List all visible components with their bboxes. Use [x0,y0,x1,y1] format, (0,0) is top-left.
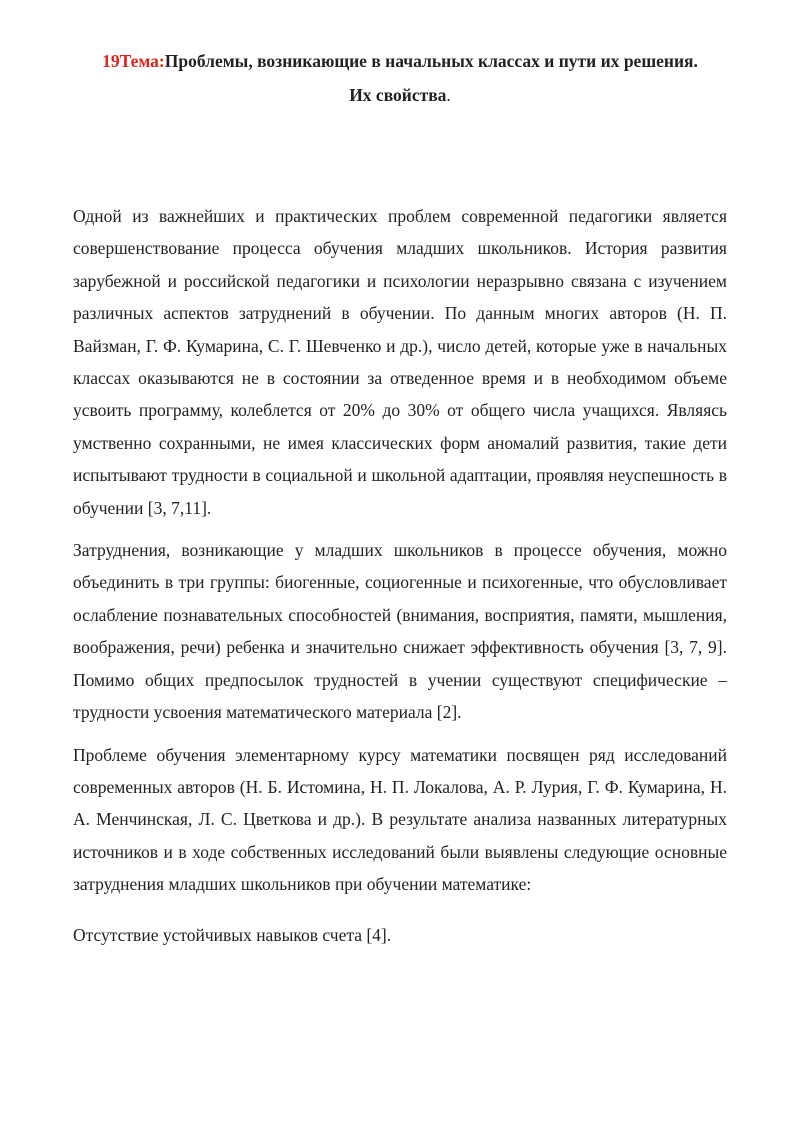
paragraph-intro: Одной из важнейших и практических проблем современной педагогики является совершенствование процесса обучения младших школьников. История развития зарубежной и российской педагогики и психологии неразрывно связана с изучением различных аспектов затруднений в обучении. По данным многих авторов (Н. П. Вайзман, Г. Ф. Кумарина, С. Г. Шевченко и др.), число детей, которые уже в начальных классах оказываются не в состоянии за отведенное время и в необходимом объеме усвоить программу, колеблется от 20% до 30% от общего числа учащихся. Являясь умственно сохранными, не имея классических форм аномалий развития, такие дети испытывают трудности в социальной и школьной адаптации, проявляя неуспешность в обучении [3, 7,11]. [73,206,727,518]
title-line-1: Проблемы, возникающие в начальных классах и пути их решения. [164,51,698,71]
topic-label: 19Тема: [102,51,165,71]
document-body [73,200,727,951]
title-dot: . [446,85,451,105]
page-title [73,44,727,112]
title-line-2: Их свойства [349,85,447,105]
paragraph-difficulties: Затруднения, возникающие у младших школьников в процессе обучения, можно объединить в три группы: биогенные, социогенные и психогенные, что обусловливает ослабление познавательных способностей (внимания, восприятия, памяти, мышления, воображения, речи) ребенка и значительно снижает эффективность обучения [3, 7, 9]. Помимо общих предпосылок трудностей в учении существуют специфические – трудности усвоения математического материала [2]. [73,540,727,723]
paragraph-math-research: Проблеме обучения элементарному курсу математики посвящен ряд исследований современных авторов (Н. Б. Истомина, Н. П. Локалова, А. Р. Лурия, Г. Ф. Кумарина, Н. А. Менчинская, Л. С. Цветкова и др.). В результате анализа названных литературных источников и в ходе собственных исследований были выявлены следующие основные затруднения младших школьников при обучении математике: [73,744,727,895]
paragraph-counting-skills: Отсутствие устойчивых навыков счета [4]. [73,924,392,945]
